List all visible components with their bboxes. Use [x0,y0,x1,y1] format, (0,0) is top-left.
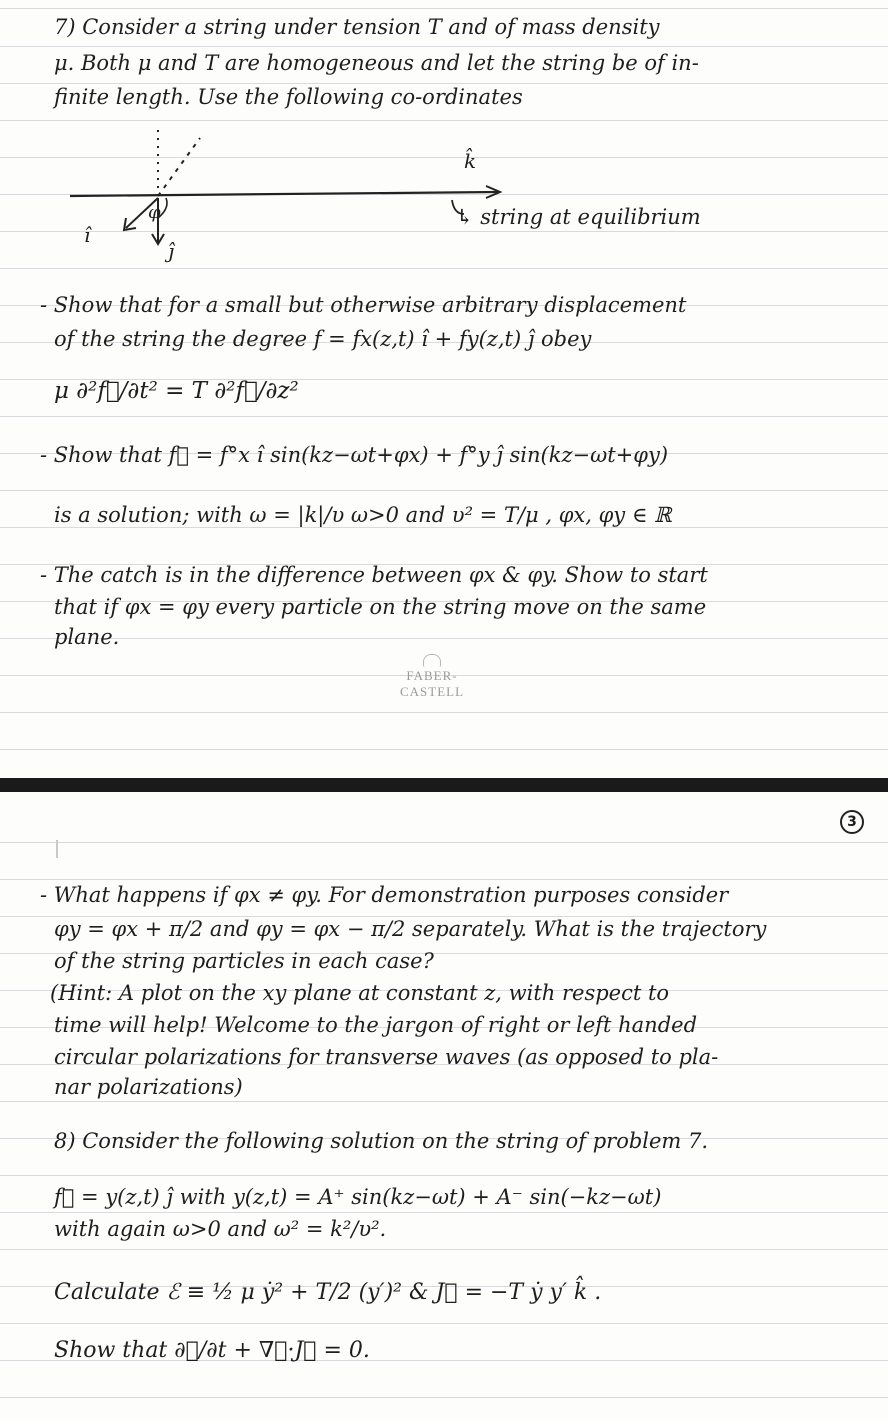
axis-k-label: k̂ [464,149,477,173]
problem-7-line-8: is a solution; with ω = |k|/υ ω>0 and υ² = T/μ , φx, φy ∈ ℝ [54,503,672,527]
lower-notebook-page [0,792,888,1420]
problem-7-line-2: μ. Both μ and T are homogeneous and let the string be of in- [54,51,699,75]
string-axis-line [70,192,498,196]
page-divider [0,778,888,792]
problem-7-line-10: that if φx = φy every particle on the string move on the same [54,595,707,619]
dashed-displacement-line [158,138,200,196]
problem-7-line-3: finite length. Use the following co-ordinates [54,85,523,109]
problem-8-line-1: 8) Consider the following solution on the string of problem 7. [54,1129,709,1153]
problem-7-line-11: plane. [54,625,120,649]
hint-line-3: circular polarizations for transverse waves (as opposed to pla- [54,1045,719,1069]
problem-8-line-4: Calculate ℰ ≡ ½ μ ẏ² + T/2 (y′)² & J⃗ = −T ẏ y′ k̂ . [54,1280,602,1305]
problem-7-cont-line-1: - What happens if φx ≠ φy. For demonstration purposes consider [40,883,729,907]
problem-7-line-7: - Show that f⃗ = f°x î sin(kz−ωt+φx) + f°y ĵ sin(kz−ωt+φy) [40,443,669,467]
equilibrium-caption: ↳ string at equilibrium [456,205,701,229]
problem-8-line-5: Show that ∂ℰ/∂t + ∇⃗·J⃗ = 0. [54,1338,370,1363]
problem-8-line-3: with again ω>0 and ω² = k²/υ². [54,1217,387,1241]
axis-j-label: ĵ [168,239,175,263]
hint-line-2: time will help! Welcome to the jargon of right or left handed [54,1013,698,1037]
hint-line-1: (Hint: A plot on the xy plane at constant z, with respect to [50,981,670,1005]
axis-i-label: î [84,223,91,247]
brand-watermark: FABER-CASTELL [399,668,465,699]
problem-7-cont-line-2: φy = φx + π/2 and φy = φx − π/2 separately. What is the trajectory [54,917,767,941]
margin-tick [56,840,58,858]
brand-logo-icon [423,654,441,667]
problem-7-line-9: - The catch is in the difference between φx & φy. Show to start [40,563,708,587]
problem-7-line-5: of the string the degree f = fx(z,t) î + fy(z,t) ĵ obey [54,327,592,351]
hint-line-4: nar polarizations) [54,1075,243,1099]
angle-phi-label: φ [148,202,161,223]
problem-8-line-2: f⃗ = y(z,t) ĵ with y(z,t) = A⁺ sin(kz−ωt) + A⁻ sin(−kz−ωt) [54,1185,662,1209]
problem-7-cont-line-3: of the string particles in each case? [54,949,434,973]
wave-equation: μ ∂²f⃗/∂t² = T ∂²f⃗/∂z² [54,378,299,404]
coordinate-diagram [60,130,760,270]
problem-7-line-1: 7) Consider a string under tension T and of mass density [54,15,660,39]
problem-7-line-4: - Show that for a small but otherwise arbitrary displacement [40,293,687,317]
page-number-badge: 3 [840,810,864,834]
